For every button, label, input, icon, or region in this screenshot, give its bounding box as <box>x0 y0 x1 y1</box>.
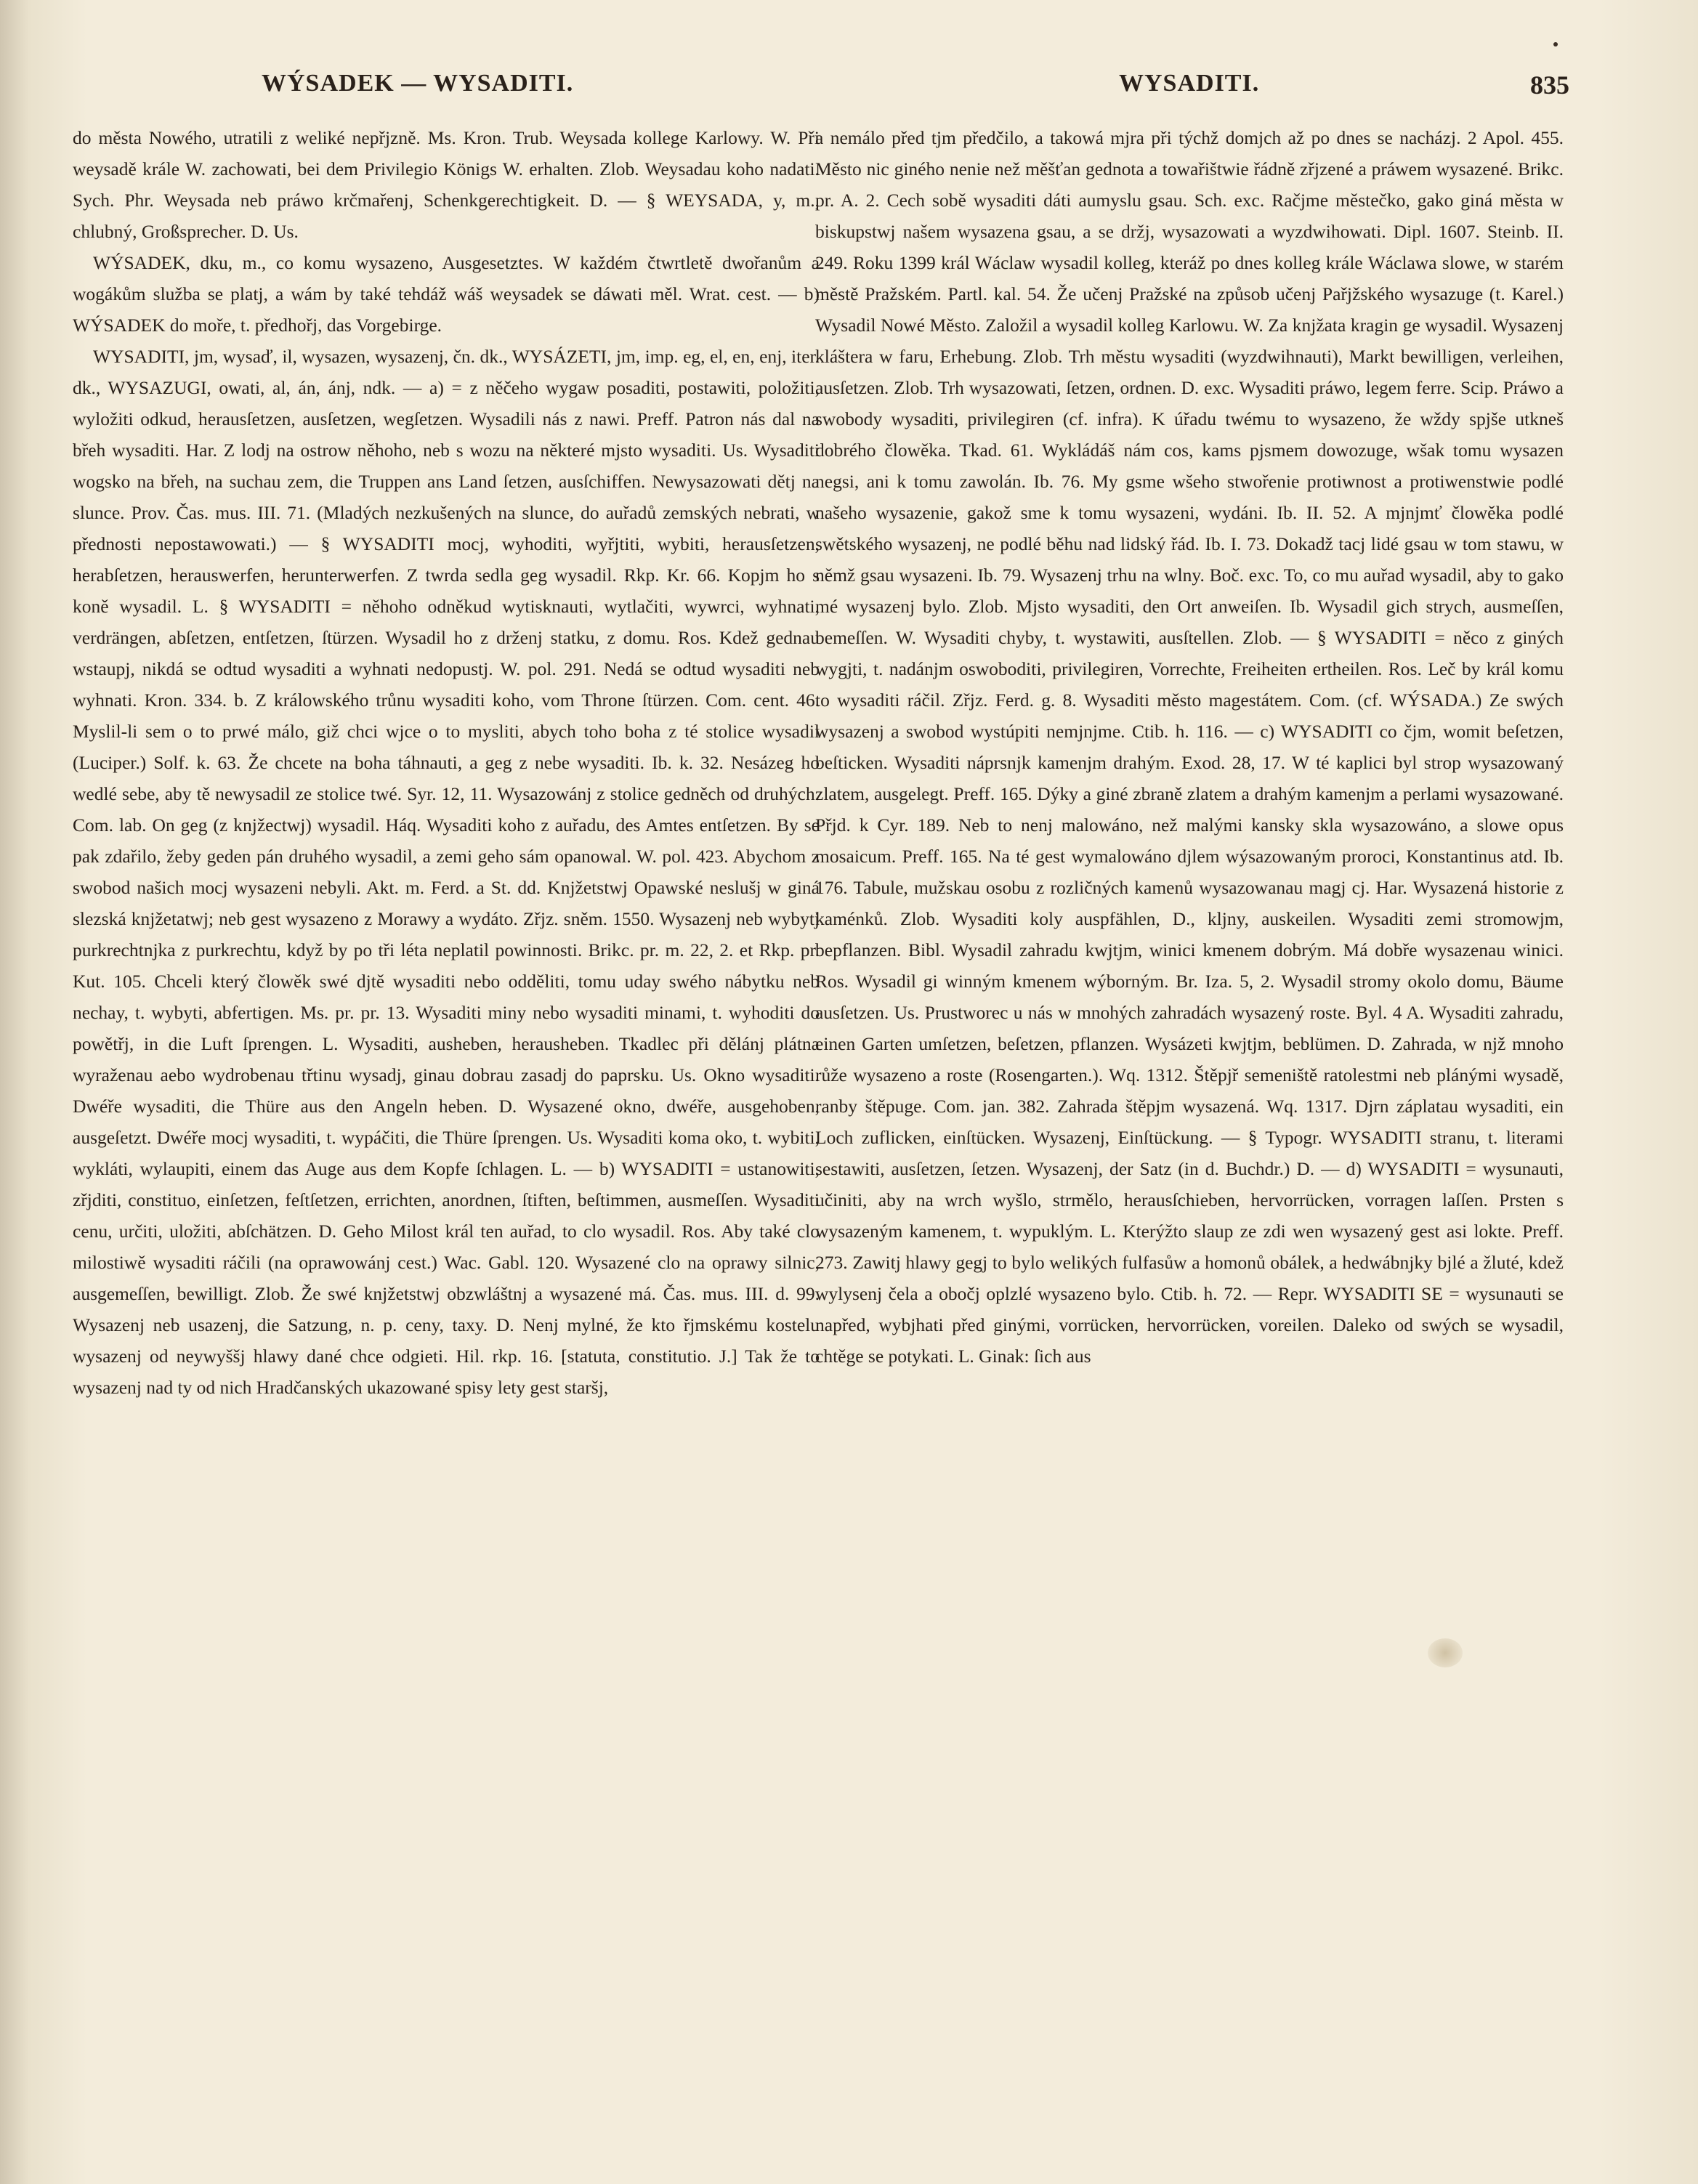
right-column <box>815 122 1564 2156</box>
paper-stain <box>1428 1638 1463 1667</box>
left-column <box>73 122 820 2156</box>
header-center-title: WYSADITI. <box>1119 70 1260 97</box>
page-number: 835 <box>1530 70 1569 100</box>
running-header <box>262 70 1569 113</box>
entry-wysaditi: WYSADITI, jm, wysaď, il, wysazen, wysazenj, čn. dk., WYSÁZETI, jm, imp. eg, el, en, enj, iter. dk., WYSAZUGI, owati, al, án, ánj, ndk. — a) = z něčeho wygaw posaditi, postawiti, položiti, wyložiti odkud, herausſetzen, ausſetzen, wegſetzen. Wysadili nás z nawi. Preff. Patron nás dal na břeh wysaditi. Har. Z lodj na ostrow něhoho, neb s wozu na některé mjsto wysaditi. Us. Wysaditi wogsko na břeh, na suchau zem, die Truppen ans Land ſetzen, ausſchiffen. Newysazowati dětj na slunce. Prov. Čas. mus. III. 71. (Mladých nezkušených na slunce, do auřadů zemských nebrati, w přednosti nepostawowati.) — § WYSADITI mocj, wyhoditi, wyřjtiti, wybiti, herausſetzen, herabſetzen, herauswerfen, herunterwerfen. Z twrda sedla geg wysadil. Rkp. Kr. 66. Kopjm ho s koně wysadil. L. § WYSADITI = něhoho odněkud wytisknauti, wytlačiti, wywrci, wyhnati, verdrängen, abſetzen, entſetzen, ſtürzen. Wysadil ho z drženj statku, z domu. Ros. Kdež gednau wstaupj, nikdá se odtud wysaditi a wyhnati nedopustj. W. pol. 291. Nedá se odtud wysaditi neb wyhnati. Kron. 334. b. Z králowského trůnu wysaditi koho, vom Throne ſtürzen. Com. cent. 46. Myslil-li sem o to prwé málo, giž chci wjce o to mysliti, abych toho boha z té stolice wysadil (Luciper.) Solf. k. 63. Že chcete na boha táhnauti, a geg z nebe wysaditi. Ib. k. 32. Nesázeg ho wedlé sebe, aby tě newysadil ze stolice twé. Syr. 12, 11. Wysazowánj z stolice gedněch od druhých. Com. lab. On geg (z knjžectwj) wysadil. Háq. Wysaditi koho z auřadu, des Amtes entſetzen. By se pak zdařilo, žeby geden pán druhého wysadil, a zemi geho sám opanowal. W. pol. 423. Abychom z swobod našich mocj wysazeni nebyli. Akt. m. Ferd. a St. dd. Knjžetstwj Opawské neslušj w giná slezská knjžetatwj; neb gest wysazeno z Morawy a wydáto. Zřjz. sněm. 1550. Wysazenj neb wybytj purkrechtnjka z purkrechtu, když by po tři léta neplatil powinnosti. Brikc. pr. m. 22, 2. et Rkp. pr. Kut. 105. Chceli který člowěk swé djtě wysaditi nebo odděliti, tomu uday swého nábytku neb nechay, t. wybyti, abfertigen. Ms. pr. pr. 13. Wysaditi miny nebo wysaditi minami, t. wyhoditi do powětřj, in die Luft ſprengen. L. Wysaditi, ausheben, herausheben. Tkadlec při dělánj plátna wyraženau aebo wydrobenau třtinu wysadj, ginau dobrau zasadj do paprsku. Us. Okno wysaditi. Dwéře wysaditi, die Thüre aus den Angeln heben. D. Wysazené okno, dwéře, ausgehoben, ausgeſetzt. Dwéře mocj wysaditi, t. wypáčiti, die Thüre ſprengen. Us. Wysaditi koma oko, t. wybiti, wykláti, wylaupiti, einem das Auge aus dem Kopfe ſchlagen. L. — b) WYSADITI = ustanowiti, zřjditi, constituo, einſetzen, feſtſetzen, errichten, anordnen, ſtiften, beſtimmen, ausmeſſen. Wysaditi cenu, určiti, uložiti, abſchätzen. D. Geho Milost král ten auřad, to clo wysadil. Ros. Aby také clo milostiwě wysaditi ráčili (na oprawowánj cest.) Wac. Gabl. 120. Wysazené clo na oprawy silnic, ausgemeſſen, bewilligt. Zlob. Že swé knjžetstwj obzwláštnj a wysazené má. Čas. mus. III. d. 99. Wysazenj neb usazenj, die Satzung, n. p. ceny, taxy. D. Nenj mylné, že kto řjmskému kostelu wysazenj od neywyššj hlawy dané chce odgieti. Hil. rkp. 16. [statuta, constitutio. J.] Tak že to wysazenj nad ty od nich Hradčanských ukazowané spisy lety gest staršj, <box>73 346 820 1398</box>
ink-dot <box>1553 42 1558 46</box>
entry-wysaditi-continued: a nemálo před tjm předčilo, a takowá mjra při týchž domjch až po dnes se nacházj. 2 Apol. 455. Město nic giného nenie než měšťan gednota a towařištwie řádně zřjzené a práwem wysazené. Brikc. pr. A. 2. Cech sobě wysaditi dáti aumyslu gsau. Sch. exc. Račjme městečko, gako giná města w biskupstwj našem wysazena gsau, a se držj, wysazowati a wyzdwihowati. Dipl. 1607. Steinb. II. 249. Roku 1399 král Wáclaw wysadil kolleg, kteráž po dnes kolleg krále Wáclawa slowe, w starém městě Pražském. Partl. kal. 54. Že učenj Pražské na způsob učenj Pařjžského wysazuge (t. Karel.) Wysadil Nowé Město. Založil a wysadil kolleg Karlowu. W. Za knjžata kragin ge wysadil. Wysazenj kláštera w faru, Erhebung. Zlob. Trh městu wysaditi (wyzdwihnauti), Markt bewilligen, verleihen, ausſetzen. Zlob. Trh wysazowati, ſetzen, ordnen. D. exc. Wysaditi práwo, legem ferre. Scip. Práwo a swobody wysaditi, privilegiren (cf. infra). K úřadu twému to wysazeno, že wždy spjše utkneš dobrého člowěka. Tkad. 61. Wykládáš nám cos, kams pjsmem dowozuge, wšak tomu wysazen negsi, ani k tomu zawolán. Ib. 76. My gsme wšeho stwořenie protiwnost a protiwenstwie podlé našeho wysazenie, gakož sme k tomu wysazeni, wydáni. Ib. II. 52. A mjnjmť člowěka podlé swětského wysazenj, ne podlé běhu nad lidský řád. Ib. I. 73. Dokadž tacj lidé gsau w tom stawu, w němž gsau wysazeni. Ib. 79. Wysazenj trhu na wlny. Boč. exc. To, co mu auřad wysadil, aby to gako mé wysazenj bylo. Zlob. Mjsto wysaditi, den Ort anweiſen. Ib. Wysadil gich strych, ausmeſſen, bemeſſen. W. Wysaditi chyby, t. wystawiti, ausſtellen. Zlob. — § WYSADITI = něco z giných wygjti, t. nadánjm oswoboditi, privilegiren, Vorrechte, Freiheiten ertheilen. Ros. Leč by král komu to wysaditi ráčil. Zřjz. Ferd. g. 8. Wysaditi město magestátem. Com. (cf. WÝSADA.) Ze swých wysazenj a swobod wystúpiti nemjnjme. Ctib. h. 116. — c) WYSADITI co čjm, womit beſetzen, beſticken. Wysaditi náprsnjk kamenjm drahým. Exod. 28, 17. W té kaplici byl strop wysazowaný zlatem, ausgelegt. Preff. 165. Dýky a giné zbraně zlatem a drahým kamenjm a perlami wysazowané. Přjd. k Cyr. 189. Neb to nenj malowáno, než malými kansky skla wysazowáno, a slowe opus mosaicum. Preff. 165. Na té gest wymalowáno djlem wýsazowaným proroci, Konstantinus atd. Ib. 176. Tabule, mužskau osobu z rozličných kamenů wysazowanau magj cj. Har. Wysazená historie z kaménků. Zlob. Wysaditi koly auspfählen, D., kljny, auskeilen. Wysaditi zemi stromowjm, bepflanzen. Bibl. Wysadil zahradu kwjtjm, winici kmenem dobrým. Má dobře wysazenau winici. Ros. Wysadil gi winným kmenem wýborným. Br. Iza. 5, 2. Wysadil stromy okolo domu, Bäume ausſetzen. Us. Prustworec u nás w mnohých zahradách wysazený roste. Byl. 4 A. Wysaditi zahradu, einen Garten umſetzen, beſetzen, pflanzen. Wysázeti kwjtjm, beblümen. D. Zahrada, w njž mnoho růže wysazeno a roste (Rosengarten.). Wq. 1312. Štěpjř semeniště ratolestmi neb plánými wysadě, ranby štěpuge. Com. jan. 382. Zahrada štěpjm wysazená. Wq. 1317. Djrn záplatau wysaditi, ein Loch zuflicken, einſtücken. Wysazenj, Einſtückung. — § Typogr. WYSADITI stranu, t. literami sestawiti, ausſetzen, ſetzen. Wysazenj, der Satz (in d. Buchdr.) D. — d) WYSADITI = wysunauti, učiniti, aby na wrch wyšlo, strmělo, herausſchieben, hervorrücken, vorragen laſſen. Prsten s wysazeným kamenem, t. wypuklým. L. Kterýžto slaup ze zdi wen wysazený gest asi lokte. Preff. 273. Zawitj hlawy gegj to bylo welikých fulfasůw a homonů obálek, a hedwábnjky bjlé a žluté, kdež wylysenj čela a obočj oplzlé wysazeno bylo. Ctib. h. 72. — Repr. WYSADITI SE = wysunauti se napřed, wybjhati před ginými, vorrücken, hervorrücken, voreilen. Daleko od swých se wysadil, chtěge se potykati. L. Ginak: ſich aus <box>815 127 1564 1367</box>
entry-continuation-wysada: do města Nowého, utratili z weliké nepřjzně. Ms. Kron. Trub. Weysada kollege Karlowy. W. Při weysadě krále W. zachowati, bei dem Privilegio Königs W. erhalten. Zlob. Weysadau koho nadati. Sych. Phr. Weysada neb práwo krčmařenj, Schenkgerechtigkeit. D. — § WEYSADA, y, m., chlubný, Großsprecher. D. Us. <box>73 127 820 242</box>
header-left-title: WÝSADEK — WYSADITI. <box>262 70 574 97</box>
entry-wysadek: WÝSADEK, dku, m., co komu wysazeno, Ausgesetztes. W každém čtwrtletě dwořanům a wogákům služba se platj, a wám by také tehdáž wáš weysadek se dáwati měl. Wrat. cest. — b) WÝSADEK do moře, t. předhořj, das Vorgebirge. <box>73 252 820 336</box>
